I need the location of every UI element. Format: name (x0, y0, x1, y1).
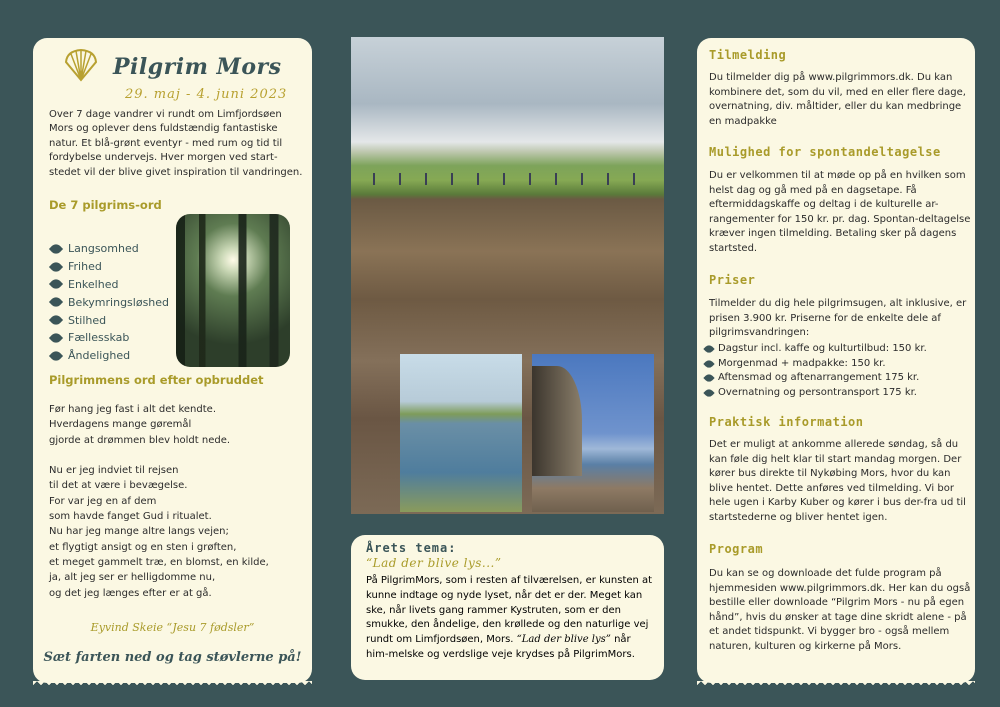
leaf-bullet-icon (703, 373, 714, 384)
spontaneous-text: Du er velkommen til at møde op på en hvilken som helst dag og gå med på en dagsetape. Få eftermiddagskaffe og deltag i de kulturelle ar-rangementer for 150 kr. pr. dag. Spontan-deltagelse kræver ingen tilmelding. Betaling sker på dagens startsted. (709, 170, 971, 254)
poem-line: Nu er jeg indviet til rejsen (49, 465, 179, 477)
list-item: Overnatning og persontransport 175 kr. (709, 386, 971, 401)
leaf-bullet-icon (49, 260, 63, 274)
poem-line (49, 449, 307, 464)
poem-heading: Pilgrimmens ord efter opbruddet (49, 373, 264, 387)
pilgrims-silhouettes (361, 173, 651, 185)
slogan: Sæt farten ned og tag støvlerne på! (43, 650, 302, 665)
poem-line: gjorde at drømmen blev holdt nede. (49, 434, 231, 446)
intro-text: Over 7 dage vandrer vi rundt om Limfjordsøen Mors og oplever dens fuldstændig fantastiske natur. Et blå-grønt eventyr - med rum og tid til fordybelse undervejs. Hver morgen ved start-stedet vil der blive givet inspiration til vandringen. (49, 109, 303, 178)
practical-heading: Praktisk information (709, 415, 864, 429)
prices-text: Tilmelder du dig hele pilgrimsugen, alt inklusive, er prisen 3.900 kr. Priserne for de enkelte dele af pilgrimsvandringen: (709, 298, 967, 339)
left-panel (33, 38, 312, 683)
list-item: Enkelhed (51, 276, 169, 294)
forest-photo (176, 214, 290, 367)
page-title: Pilgrim Mors (113, 54, 282, 80)
fjord-grass-photo (400, 354, 522, 512)
poem-line: For var jeg en af dem (49, 495, 157, 507)
list-item: Aftensmad og aftenarrangement 175 kr. (709, 371, 971, 386)
torn-edge (697, 681, 975, 689)
list-item: Åndelighed (51, 347, 169, 365)
registration-text: Du tilmelder dig på www.pilgrimmors.dk. Du kan kombinere det, som du vil, med en eller flere dage, overnatning, div. måltider, eller du kan medbringe en madpakke (709, 72, 966, 127)
leaf-bullet-icon (49, 349, 63, 363)
spontaneous-heading: Mulighed for spontandeltagelse (709, 145, 941, 159)
right-panel (697, 38, 975, 683)
poem-line: og det jeg længes efter er at gå. (49, 587, 212, 599)
leaf-bullet-icon (49, 313, 63, 327)
poem-line: Før hang jeg fast i alt det kendte. (49, 404, 216, 415)
poem-author: Eyvind Skeie “Jesu 7 fødsler” (90, 621, 255, 634)
poem (49, 403, 307, 602)
leaf-bullet-icon (49, 331, 63, 345)
list-item: Bekymringsløshed (51, 293, 169, 311)
pilgrim-words-heading: De 7 pilgrims-ord (49, 198, 162, 212)
leaf-bullet-icon (49, 242, 63, 256)
list-item: Dagstur incl. kaffe og kulturtilbud: 150 kr. (709, 342, 971, 357)
poem-line: Hverdagens mange gøremål (49, 419, 192, 431)
registration-heading: Tilmelding (709, 48, 787, 62)
poem-line: Nu har jeg mange altre langs vejen; (49, 526, 229, 538)
coastal-cliff-photo (532, 354, 654, 512)
poem-line: som havde fanget Gud i ritualet. (49, 511, 212, 523)
theme-box (351, 535, 664, 680)
torn-edge (33, 681, 312, 689)
list-item: Fællesskab (51, 329, 169, 347)
leaf-bullet-icon (703, 387, 714, 398)
poem-line: et meget gammelt træ, en blomst, en kilde, (49, 556, 269, 568)
leaf-bullet-icon (703, 344, 714, 355)
list-item: Morgenmad + madpakke: 150 kr. (709, 357, 971, 372)
prices-heading: Priser (709, 273, 756, 287)
list-item: Langsomhed (51, 240, 169, 258)
poem-line: et flygtigt ansigt og en sten i grøften, (49, 541, 237, 553)
program-heading: Program (709, 542, 764, 556)
pilgrim-words-list (51, 240, 169, 365)
shell-logo-icon (63, 48, 99, 82)
theme-subtitle: “Lad der blive lys...” (366, 556, 502, 570)
list-item: Frihed (51, 258, 169, 276)
practical-text: Det er muligt at ankomme allerede søndag, så du kan føle dig helt klar til start mandag morgen. Der kører bus direkte til Nykøbing Mors, hvor du kan blive hentet. Dette anføres ved tilmelding. Vi bor hele ugen i Karby Kuber og kører i bus der-fra ud til startstederne og bliver hentet igen. (709, 439, 966, 523)
poem-line: til det at være i bevægelse. (49, 480, 188, 492)
list-item: Stilhed (51, 311, 169, 329)
prices-list (709, 342, 971, 400)
leaf-bullet-icon (703, 358, 714, 369)
theme-heading: Årets tema: (366, 541, 457, 555)
leaf-bullet-icon (49, 277, 63, 291)
event-dates: 29. maj - 4. juni 2023 (125, 87, 288, 102)
leaf-bullet-icon (49, 295, 63, 309)
poem-line: ja, alt jeg ser er helligdomme nu, (49, 572, 216, 584)
program-text: Du kan se og downloade det fulde program på hjemmesiden www.pilgrimmors.dk. Her kan du også bestille eller downloade “Pilgrim Mors - nu på egen hånd”, hvis du ønsker at tage dine skridt alene - på et andet tidspunkt. Vi bygger bro - også mellem naturen, kulturen og kirkerne på Mors. (709, 568, 971, 652)
theme-body: På PilgrimMors, som i resten af tilværelsen, er kunsten at kunne indtage og nyde lyset, når det er der. Meget kan ske, når livets gang rammer Kystruten, som er den smukke, den åndelige, den krøllede og den naturlige vej rundt om Limfjordsøen, Mors. “Lad der blive lys” når him-melske og verdslige veje krydses på PilgrimMors. (366, 575, 653, 660)
